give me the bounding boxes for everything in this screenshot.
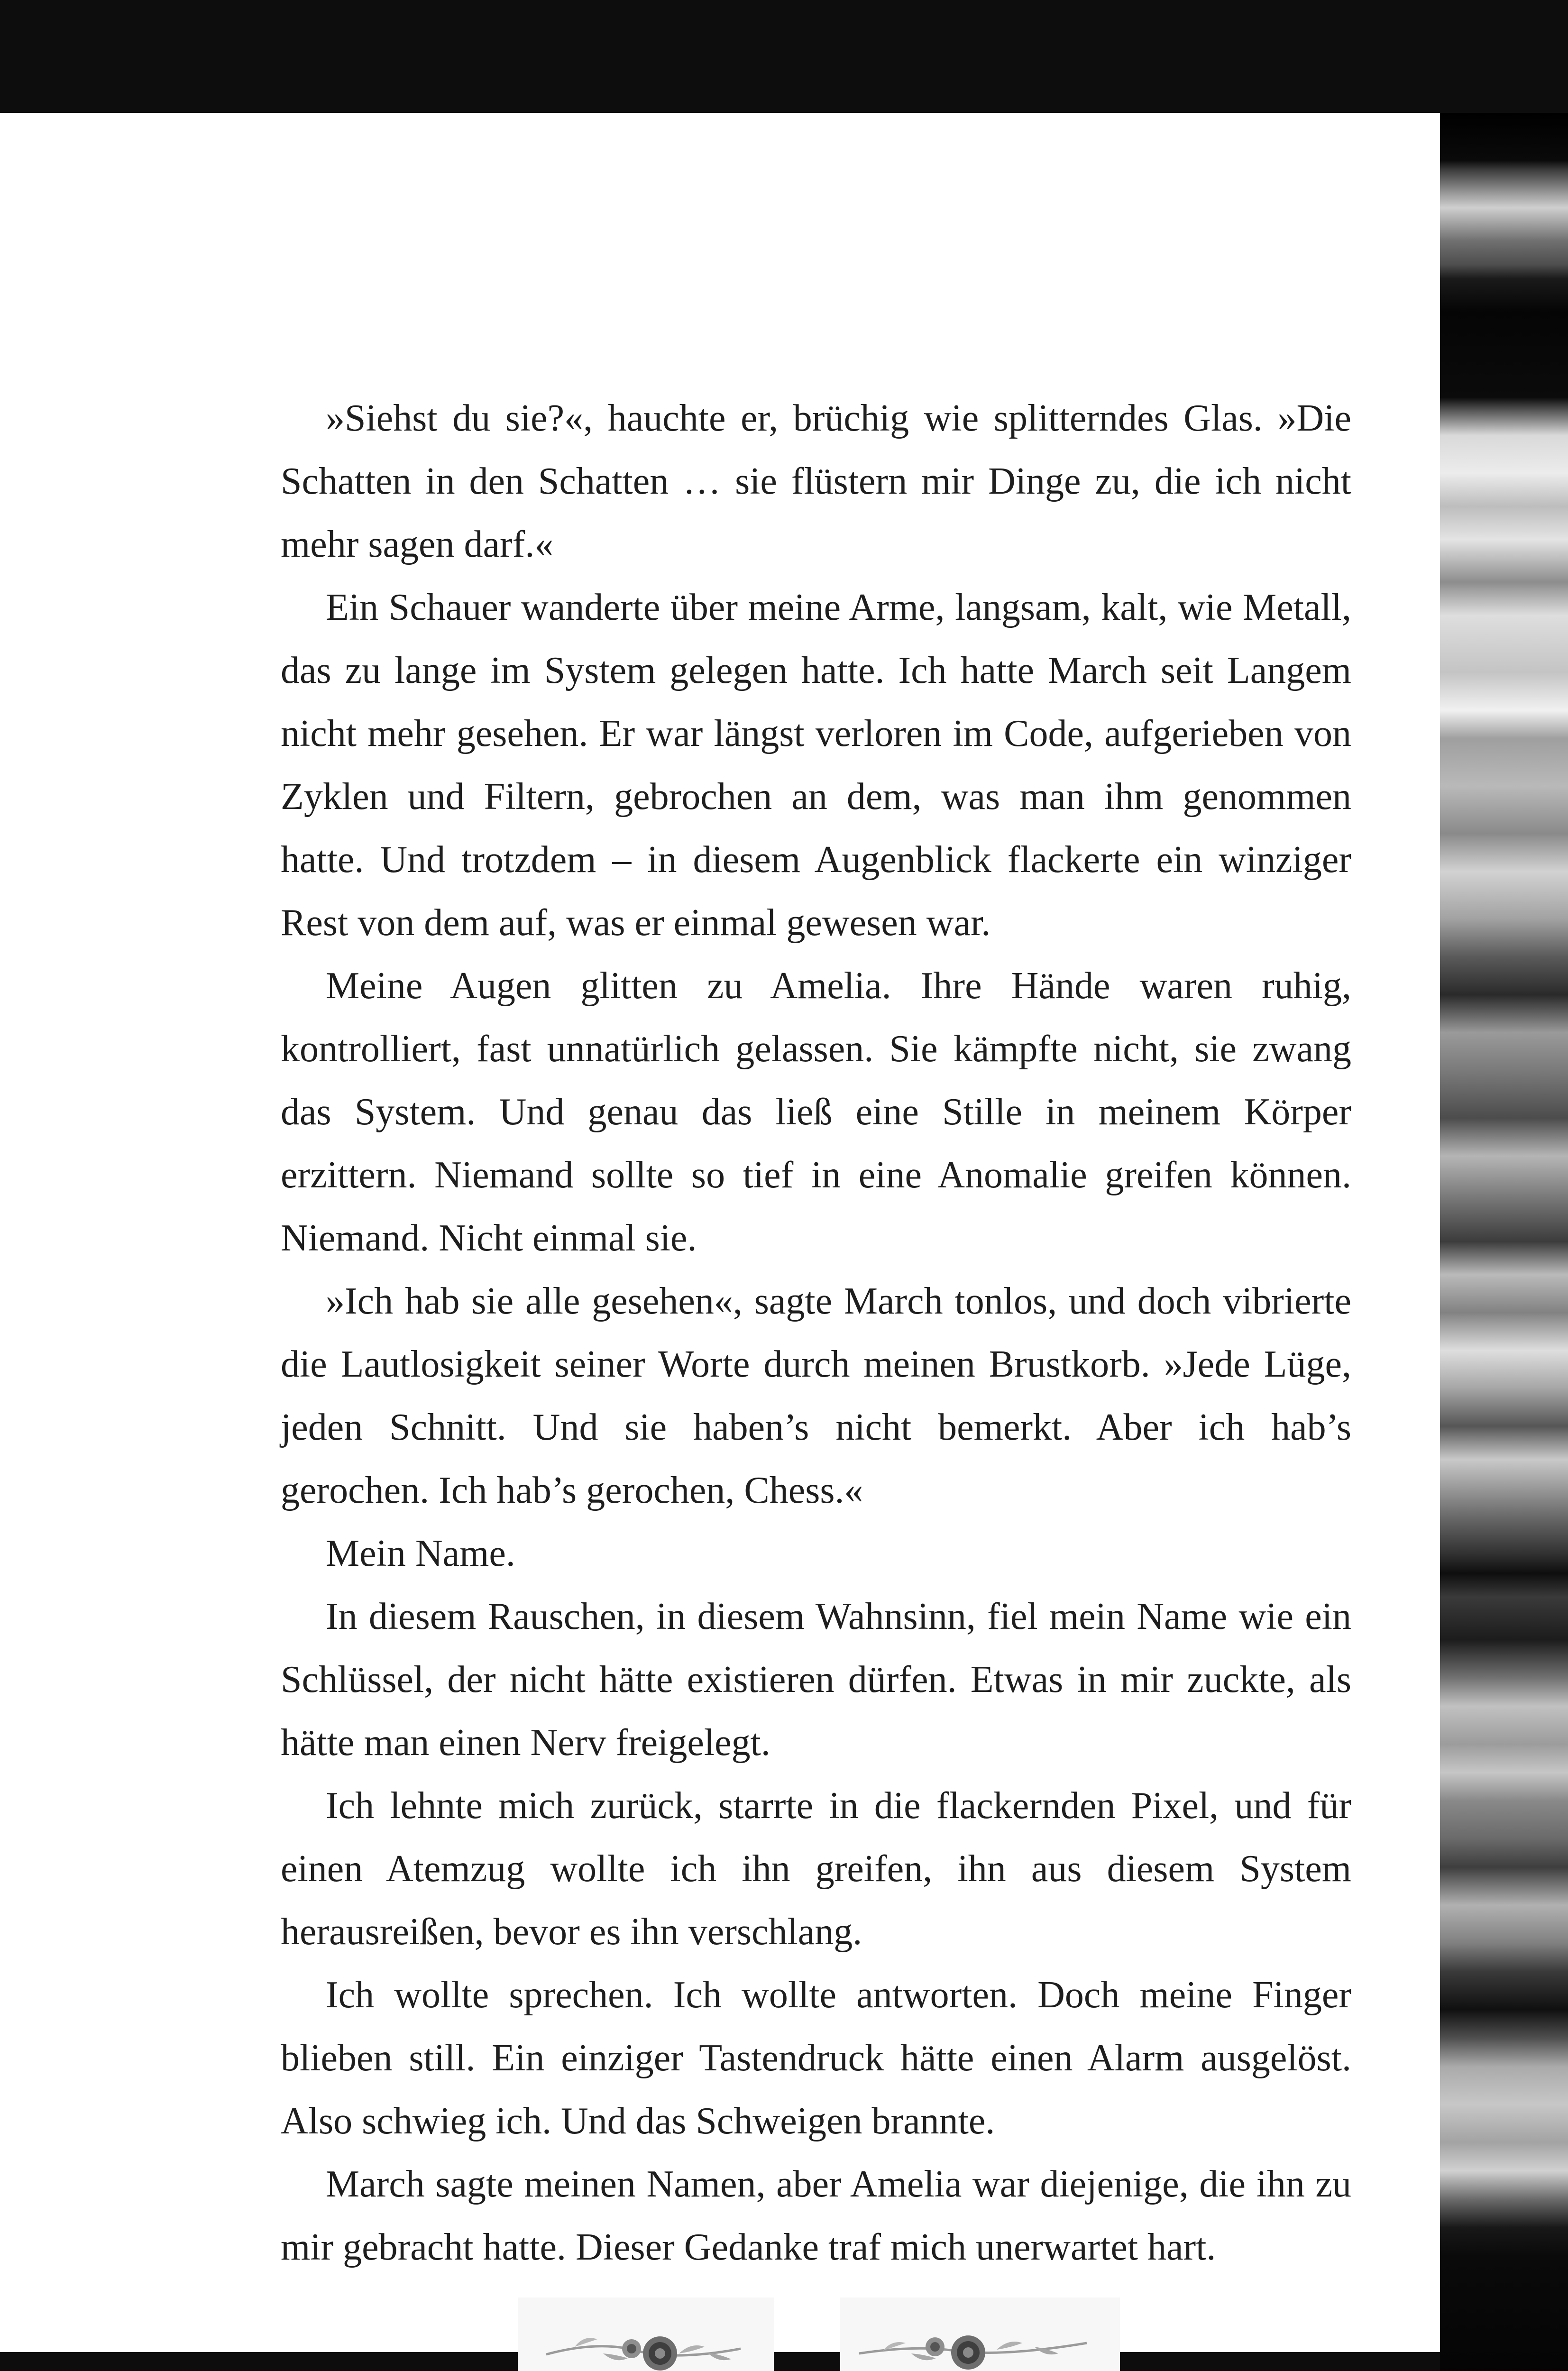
glitch-stripe-decoration — [1440, 113, 1568, 2371]
left-rose-vine-icon — [518, 2297, 774, 2371]
book-page — [0, 113, 1440, 2352]
rose-ornament-icon — [518, 2297, 1120, 2371]
body-text — [281, 387, 1351, 2279]
paragraph: »Siehst du sie?«, hauchte er, brüchig wie splitterndes Glas. »Die Schatten in den Schatten … sie flüstern mir Dinge zu, die ich nicht mehr sagen darf.« — [281, 397, 1351, 565]
paragraph: Meine Augen glitten zu Amelia. Ihre Hände waren ruhig, kontrolliert, fast unnatürlich gelassen. Sie kämpfte nicht, sie zwang das System. Und genau das ließ eine Stille in meinem Körper erzittern. Niemand sollte so tief in eine Anomalie greifen können. Niemand. Nicht einmal sie. — [281, 965, 1351, 1259]
paragraph: In diesem Rauschen, in diesem Wahnsinn, fiel mein Name wie ein Schlüssel, der nicht hätte existieren dürfen. Etwas in mir zuckte, als hätte man einen Nerv freigelegt. — [281, 1596, 1351, 1764]
paragraph: Ein Schauer wanderte über meine Arme, langsam, kalt, wie Metall, das zu lange im System gelegen hatte. Ich hatte March seit Langem nicht mehr gesehen. Er war längst verloren im Code, aufgerieben von Zyklen und Filtern, gebrochen an dem, was man ihm genommen hatte. Und trotzdem – in diesem Augenblick flackerte ein winziger Rest von dem auf, was er einmal gewesen war. — [281, 587, 1351, 944]
paragraph: Mein Name. — [326, 1533, 515, 1574]
paragraph: March sagte meinen Namen, aber Amelia war diejenige, die ihn zu mir gebracht hatte. Dieser Gedanke traf mich unerwartet hart. — [281, 2163, 1351, 2268]
right-rose-vine-icon — [840, 2297, 1120, 2371]
paragraph: »Ich hab sie alle gesehen«, sagte March tonlos, und doch vibrierte die Lautlosigkeit seiner Worte durch meinen Brustkorb. »Jede Lüge, jeden Schnitt. Und sie haben’s nicht bemerkt. Aber ich hab’s gerochen. Ich hab’s gerochen, Chess.« — [281, 1280, 1351, 1511]
paragraph: Ich lehnte mich zurück, starrte in die flackernden Pixel, und für einen Atemzug wollte ich ihn greifen, ihn aus diesem System herausreißen, bevor es ihn verschlang. — [281, 1785, 1351, 1953]
paragraph: Ich wollte sprechen. Ich wollte antworten. Doch meine Finger blieben still. Ein einziger Tastendruck hätte einen Alarm ausgelöst. Also schwieg ich. Und das Schweigen brannte. — [281, 1974, 1351, 2142]
